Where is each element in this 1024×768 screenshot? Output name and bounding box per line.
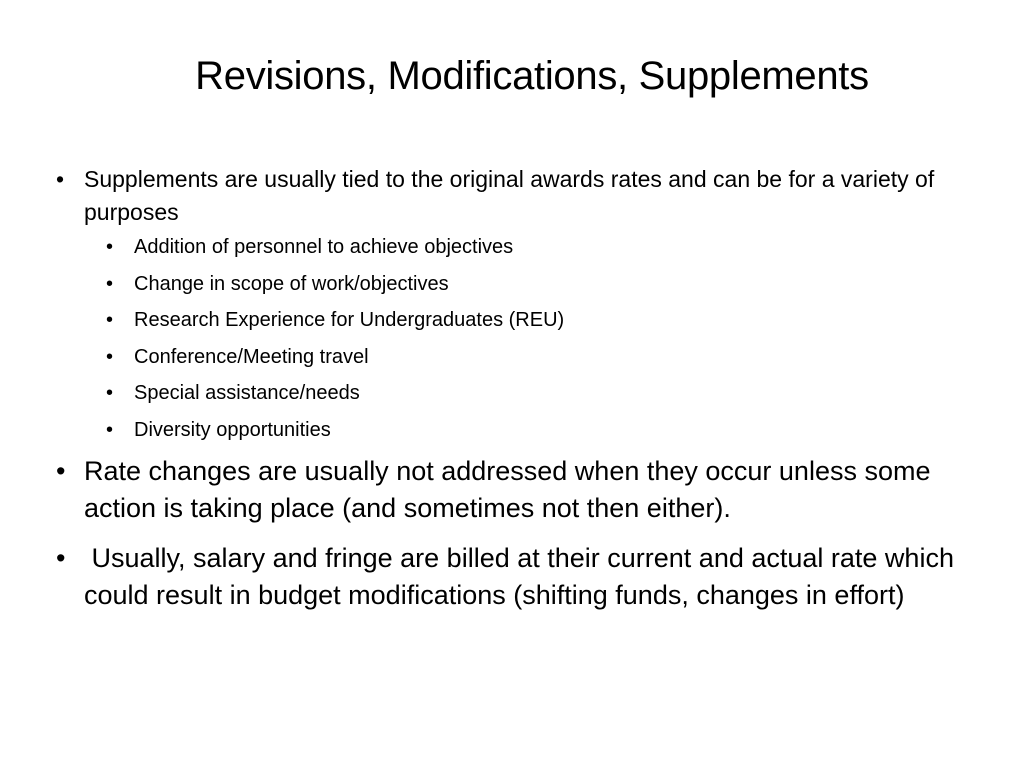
supplement-purposes-list <box>106 234 976 443</box>
sub-bullet-text: Research Experience for Undergraduates (REU) <box>134 309 565 331</box>
sub-bullet-text: Special assistance/needs <box>134 382 360 404</box>
slide-title: Revisions, Modifications, Supplements <box>195 54 869 98</box>
sub-bullet-item <box>106 234 976 260</box>
bullet-icon: • <box>106 345 114 368</box>
bullet-icon: • <box>56 456 66 486</box>
sub-bullet-text: Diversity opportunities <box>134 418 331 441</box>
sub-bullet-item <box>106 307 976 333</box>
sub-bullet-text: Change in scope of work/objectives <box>134 272 449 295</box>
bullet-icon: • <box>106 272 114 295</box>
bullet-text: Usually, salary and fringe are billed at their current and actual rate which could result in budget modifications (shifting funds, changes in effort) <box>84 543 962 610</box>
sub-bullet-text: Addition of personnel to achieve objectives <box>134 236 514 258</box>
sub-bullet-item <box>106 380 976 406</box>
sub-bullet-item <box>106 417 976 443</box>
bullet-item-supplements <box>56 163 976 229</box>
bullet-icon: • <box>106 309 114 331</box>
slide-body <box>56 163 976 627</box>
bullet-text: Supplements are usually tied to the original awards rates and can be for a variety of purposes <box>84 166 941 225</box>
sub-bullet-item <box>106 344 976 370</box>
sub-bullet-text: Conference/Meeting travel <box>134 345 369 368</box>
sub-bullet-item <box>106 271 976 297</box>
bullet-icon: • <box>56 166 65 192</box>
bullet-icon: • <box>56 543 66 573</box>
bullet-item-rate-changes <box>56 453 976 527</box>
bullet-icon: • <box>106 236 114 258</box>
bullet-item-salary-fringe <box>56 540 976 614</box>
bullet-icon: • <box>106 418 114 441</box>
bullet-text: Rate changes are usually not addressed when they occur unless some action is taking place (and sometimes not then either). <box>84 456 939 523</box>
bullet-icon: • <box>106 382 114 404</box>
